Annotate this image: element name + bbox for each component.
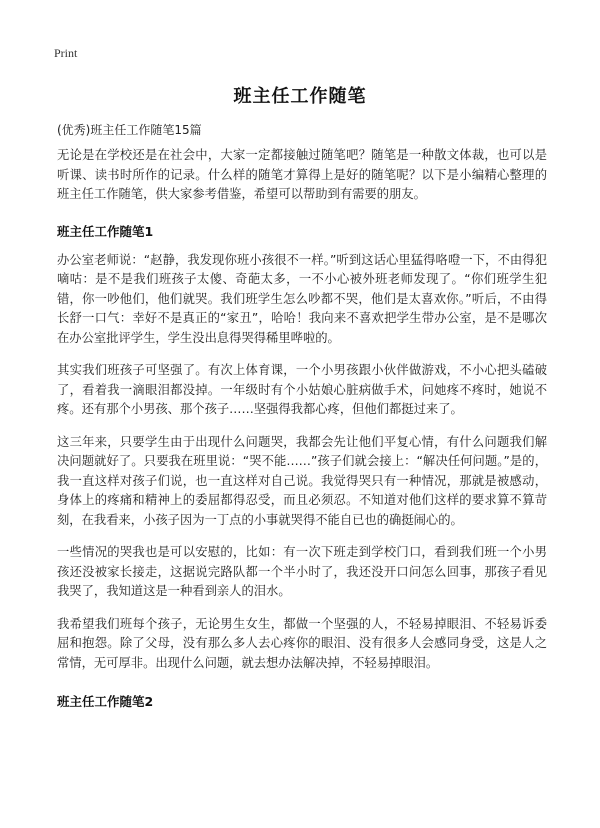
page-title: 班主任工作随笔: [233, 86, 367, 107]
intro-paragraph: 无论是在学校还是在社会中，大家一定都接触过随笔吧？随笔是一种散文体裁，也可以是听课、读书时所作的记录。什么样的随笔才算得上是好的随笔呢？以下是小编精心整理的班主任工作随笔，供大家参考借鉴，希望可以帮助到有需要的朋友。: [57, 148, 547, 201]
body-paragraph: 这三年来，只要学生由于出现什么问题哭，我都会先让他们平复心情，有什么问题我们解决问题就好了。只要我在班里说：“哭不能……”孩子们就会接上：“解决任何问题。”是的，我一直这样对孩子们说，也一直这样对自己说。我觉得哭只有一种情况，那就是被感动，身体上的疼痛和精神上的委屈都得忍受，而且必须忍。不知道对他们这样的要求算不算苛刻，在我看来，小孩子因为一丁点的小事就哭得不能自已也的确挺闹心的。: [57, 434, 547, 527]
section-heading: 班主任工作随笔2: [57, 694, 154, 709]
print-link[interactable]: Print: [54, 46, 78, 60]
body-paragraph: 我希望我们班每个孩子，无论男生女生，都做一个坚强的人，不轻易掉眼泪、不轻易诉委屈和抱怨。除了父母，没有那么多人去心疼你的眼泪、没有很多人会感同身受，这是人之常情，无可厚非。出现什么问题，就去想办法解决掉，不轻易掉眼泪。: [57, 616, 547, 670]
body-paragraph: 办公室老师说：“赵静，我发现你班小孩很不一样。”听到这话心里猛得咯噔一下，不由得犯嘀咕：是不是我们班孩子太傻、奇葩太多，一不小心被外班老师发现了。“你们班学生犯错，你一吵他们，他们就哭。我们班学生怎么吵都不哭，他们是太喜欢你。”听后，不由得长舒一口气：幸好不是真正的“家丑”，哈哈！我向来不喜欢把学生带办公室，是不是哪次在办公室批评学生，学生没出息得哭得稀里哗啦的。: [57, 252, 547, 345]
body-paragraph: 其实我们班孩子可坚强了。有次上体育课，一个小男孩跟小伙伴做游戏，不小心把头磕破了，看着我一滴眼泪都没掉。一年级时有个小姑娘心脏病做手术，问她疼不疼时，她说不疼。还有那个小男孩、那个孩子……坚强得我都心疼，但他们都挺过来了。: [57, 363, 547, 416]
section-heading: 班主任工作随笔1: [57, 223, 154, 239]
document-subtitle: (优秀)班主任工作随笔15篇: [57, 123, 202, 137]
document-body: [57, 146, 547, 721]
body-paragraph: 一些情况的哭我也是可以安慰的，比如：有一次下班走到学校门口，看到我们班一个小男孩还没被家长接走，这据说完路队都一个半小时了，我还没开口问怎么回事，那孩子看见我哭了，我知道这是一种看到亲人的泪水。: [57, 545, 547, 598]
